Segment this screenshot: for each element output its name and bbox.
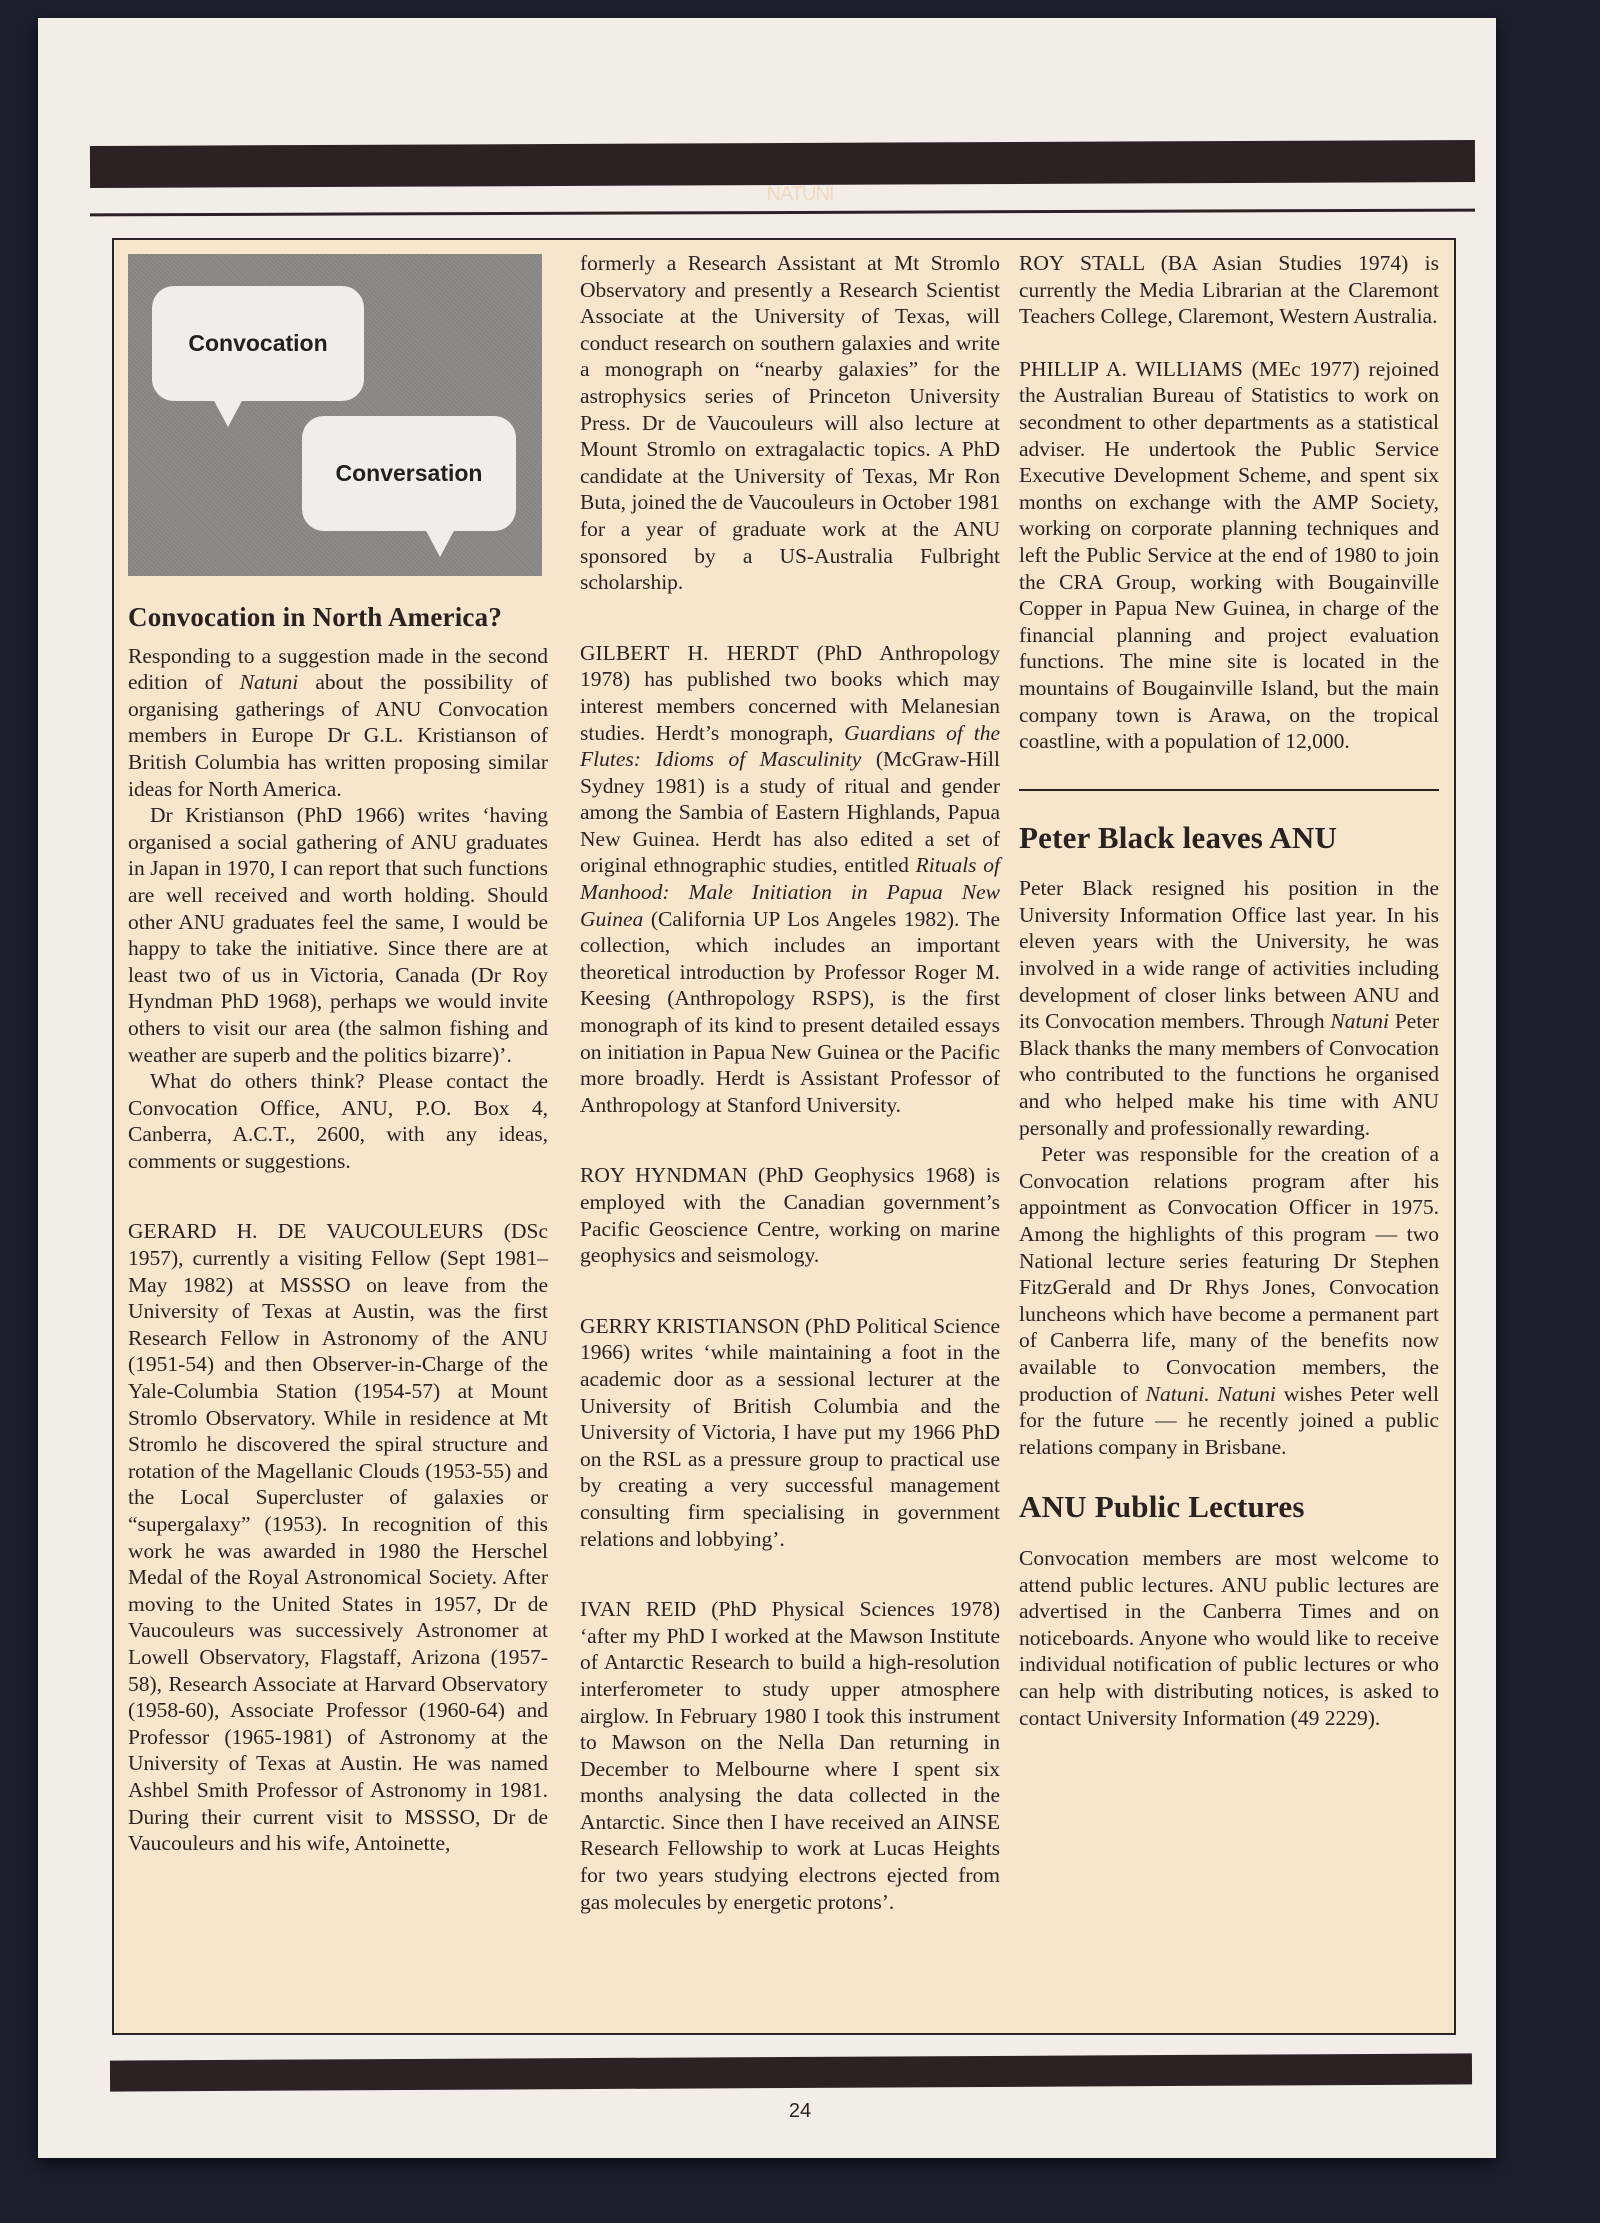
text-run: GILBERT H. HERDT (PhD Anthropology 1978) has published two books which may interest members concerned with Melanesian studies. Herdt’s monograph, bbox=[580, 640, 1000, 745]
text-run: about the possibility of organising gatherings of ANU Convocation members in Europe Dr G.L. Kristianson of British Columbia has written proposing similar ideas for North America. bbox=[128, 670, 548, 801]
article-heading: Peter Black leaves ANU bbox=[1019, 819, 1338, 855]
paragraph bbox=[580, 1162, 1000, 1268]
text-run: (McGraw-Hill Sydney 1981) is a study of ritual and gender among the Sambia of Eastern Highlands, Papua New Guinea. Herdt has also edited a set of original ethnographic studies, entitled bbox=[580, 747, 1001, 878]
bubble-tail bbox=[212, 397, 244, 427]
text-run: GERARD H. DE VAUCOULEURS (DSc 1957), currently a visiting Fellow (Sept 1981–May 1982) at MSSSO on leave from the University of Texas at Austin, was the first Research Fellow in Astronomy of the ANU (1951-54) and then Observer-in-Charge of the Yale-Columbia Station (1954-57) at Mount Stromlo Observatory. While in residence at Mt Stromlo he discovered the spiral structure and rotation of the Magellanic Clouds (1953-55) and the Local Supercluster of galaxies or “supergalaxy” (1953). In recognition of this work he was awarded in 1980 the Herschel Medal of the Royal Astronomical Society. After moving to the United States in 1957, Dr de Vaucouleurs was successively Astronomer at Lowell Observatory, Flagstaff, Arizona (1957-58), Research Associate at Harvard Observatory (1958-60), Associate Professor (1960-64) and Professor (1965-1981) of Astronomy at the University of Texas at Austin. He was named Ashbel Smith Professor of Astronomy in 1981. During their current visit to MSSSO, Dr de Vaucouleurs and his wife, Antoinette, bbox=[128, 1219, 548, 1856]
italic-title: Rituals of Manhood: Male Initiation in Papua New Guinea bbox=[580, 853, 1000, 931]
speech-bubble-convocation bbox=[152, 286, 364, 401]
content-box bbox=[112, 238, 1456, 2035]
text-run: ROY HYNDMAN (PhD Geophysics 1968) is employed with the Canadian government’s Pacific Geoscience Centre, working on marine geophysics and seismology. bbox=[580, 1163, 1000, 1268]
speech-bubbles-illustration bbox=[128, 254, 542, 576]
running-head: NATUNI bbox=[766, 183, 834, 205]
italic-title: Natuni. Natuni bbox=[1145, 1381, 1276, 1406]
paragraph bbox=[128, 1068, 548, 1174]
paragraph bbox=[580, 250, 1000, 596]
paragraph bbox=[580, 1596, 1000, 1915]
text-run: ROY STALL (BA Asian Studies 1974) is currently the Media Librarian at the Claremont Teachers College, Claremont, Western Australia. bbox=[1019, 251, 1439, 329]
article-body bbox=[1019, 875, 1439, 1460]
section-divider bbox=[1019, 789, 1439, 791]
italic-title: Natuni bbox=[1330, 1009, 1389, 1034]
column-3 bbox=[1019, 250, 1439, 1731]
article-heading: ANU Public Lectures bbox=[1019, 1489, 1305, 1525]
text-run: Responding to a suggestion made in the second edition of bbox=[128, 643, 548, 695]
text-run: Peter was responsible for the creation of a Convocation relations program after his appointment as Convocation Officer in 1975. Among the highlights of this program — two National lecture series featuring Dr Stephen FitzGerald and Dr Rhys Jones, Convocation luncheons which have become a permanent part of Canberra life, many of the benefits now available to Convocation members, the production of bbox=[1019, 1142, 1439, 1406]
italic-title: Natuni bbox=[239, 670, 299, 695]
paragraph bbox=[1019, 250, 1439, 330]
text-run: wishes Peter well for the future — he recently joined a public relations company in Brisbane. bbox=[1019, 1381, 1440, 1459]
text-run: Peter Black resigned his position in the University Information Office last year. In his eleven years with the University, he was involved in a wide range of activities including development of closer links between ANU and its Convocation members. Through bbox=[1019, 876, 1439, 1034]
text-run: Dr Kristianson (PhD 1966) writes ‘having organised a social gathering of ANU graduates in Japan in 1970, I can report that such functions are well received and worth holding. Should other ANU graduates feel the same, I would be happy to take the initiative. Since there are at least two of us in Victoria, Canada (Dr Roy Hyndman PhD 1968), perhaps we would invite others to visit our area (the salmon fishing and weather are superb and the politics bizarre)’. bbox=[128, 803, 548, 1067]
column-1 bbox=[128, 250, 548, 1857]
column-2 bbox=[580, 250, 1000, 1915]
text-run: PHILLIP A. WILLIAMS (MEc 1977) rejoined the Australian Bureau of Statistics to work on secondment to other departments as a statistical adviser. He undertook the Public Service Executive Development Scheme, and spent six months on exchange with the AMP Society, working on corporate planning techniques and left the Public Service at the end of 1980 to join the CRA Group, working with Bougainville Copper in Papua New Guinea, in charge of the financial planning and project evaluation functions. The mine site is located in the mountains of Bougainville Island, but the main company town is Arawa, on the tropical coastline, with a population of 12,000. bbox=[1019, 356, 1439, 754]
article-heading: Convocation in North America? bbox=[128, 602, 503, 632]
bubble-tail bbox=[424, 527, 456, 557]
article-body bbox=[580, 250, 1000, 1915]
article-body bbox=[1019, 1545, 1439, 1731]
text-run: Peter Black thanks the many members of Convocation who contributed to the functions he organised and who helped make his time with ANU personally and professionally rewarding. bbox=[1019, 1009, 1439, 1140]
paragraph bbox=[1019, 875, 1439, 1141]
paragraph bbox=[1019, 1545, 1439, 1731]
text-run: Convocation members are most welcome to attend public lectures. ANU public lectures are advertised in the Canberra Times and on noticeboards. Anyone who would like to receive individual notification of public lectures or who can help with distributing notices, is asked to contact University Information (49 2229). bbox=[1019, 1545, 1439, 1730]
article-body bbox=[1019, 250, 1439, 755]
paragraph bbox=[1019, 1141, 1439, 1460]
text-run: GERRY KRISTIANSON (PhD Political Science 1966) writes ‘while maintaining a foot in the academic door as a sessional lecturer at the University of British Columbia and the University of Victoria, I have put my 1966 PhD on the RSL as a pressure group to practical use by creating a very successful management consulting firm specialising in government relations and lobbying’. bbox=[580, 1313, 1000, 1551]
paragraph bbox=[128, 1218, 548, 1856]
article-body bbox=[128, 643, 548, 1857]
paragraph bbox=[580, 1313, 1000, 1552]
italic-title: Guardians of the Flutes: Idioms of Masculinity bbox=[580, 720, 1000, 772]
speech-bubble-conversation bbox=[302, 416, 516, 531]
paragraph bbox=[128, 643, 548, 803]
text-run: formerly a Research Assistant at Mt Stromlo Observatory and presently a Research Scientist Associate at the University of Texas, will conduct research on southern galaxies and write a monograph on “nearby galaxies” for the astrophysics series of Princeton University Press. Dr de Vaucouleurs will also lecture at Mount Stromlo on extragalactic topics. A PhD candidate at the University of Texas, Mr Ron Buta, joined the de Vaucouleurs in October 1981 for a year of graduate work at the ANU sponsored by a US-Australia Fulbright scholarship. bbox=[580, 251, 1000, 595]
paragraph bbox=[580, 640, 1000, 1119]
paragraph bbox=[1019, 356, 1439, 755]
text-run: (California UP Los Angeles 1982). The collection, which includes an important theoretical introduction by Professor Roger M. Keesing (Anthropology RSPS), is the first monograph of its kind to present detailed essays on initiation in Papua New Guinea or the Pacific more broadly. Herdt is Assistant Professor of Anthropology at Stanford University. bbox=[580, 906, 1000, 1117]
paragraph bbox=[128, 802, 548, 1068]
bubble-text: Conversation bbox=[335, 460, 483, 487]
bubble-text: Convocation bbox=[188, 330, 328, 357]
header-bar bbox=[90, 140, 1475, 188]
text-run: What do others think? Please contact the Convocation Office, ANU, P.O. Box 4, Canberra, A.C.T., 2600, with any ideas, comments or suggestions. bbox=[128, 1069, 548, 1173]
text-run: IVAN REID (PhD Physical Sciences 1978) ‘after my PhD I worked at the Mawson Institute of Antarctic Research to build a high-resolution interferometer to study upper atmosphere airglow. In February 1980 I took this instrument to Mawson on the Nella Dan returning in December to Melbourne where I spent six months analysing the data collected in the Antarctic. Since then I have received an AINSE Research Fellowship to work at Lucas Heights for two years studying electrons ejected from gas molecules by energetic protons’. bbox=[580, 1597, 1000, 1914]
page-number: 24 bbox=[788, 2100, 812, 2122]
